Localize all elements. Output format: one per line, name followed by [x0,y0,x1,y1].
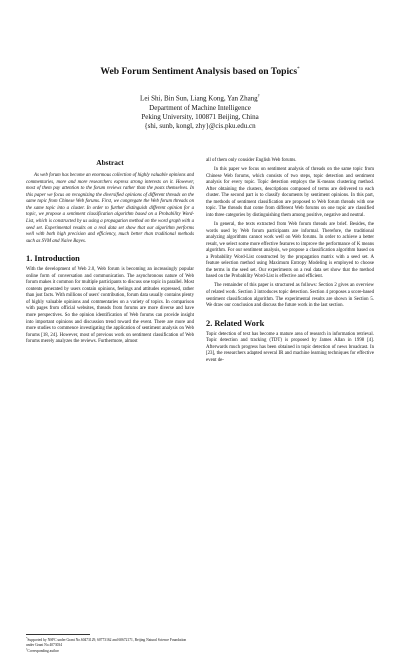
abstract-heading: Abstract [96,158,124,168]
author-university: Peking University, 100871 Beijing, China [141,112,259,121]
author-block [26,91,374,131]
footnote-1-text: Supported by NSFC under Grant No.60473129, 60773162 and 60672171, Beijing Natural Science Foundation under Grant No.4073034 [26,638,187,647]
footnote-2-mark: † [26,647,28,651]
author-department: Department of Machine Intelligence [149,103,251,112]
intro-paragraph-4: In general, the texts extracted from Web forum threads are brief. Besides, the words used by Web forum participants are informal. Therefore, the traditional analyzing algorithms cannot work well on Web forums. In order to achieve a better result, we select some more effective features to improve the performance of K means algorithm. For our sentiment analysis, we propose a classification algorithm based on a Probability Word-List constructed by the propagation matrix with a seed set. A feature selection method using Maximum Entropy Modeling is employed to choose the terms in the seed set. Our experiments on a real data set show that the method based on the Probability Word-List is effective and efficient. [206,222,374,280]
footnote-2-text: Corresponding author [27,648,59,653]
paper-title [26,66,374,77]
right-column [206,158,374,568]
related-paragraph-1: Topic detection of text has become a mature area of research in information retrieval. Topic detection and tracking (TDT) is proposed by James Allan in 1998 [4]. Afterwards much progress has been obtained in topic detection of news broadcast. In [23], the researchers adapted several IR and machine learning techniques for effective event de- [206,331,374,363]
intro-paragraph-2: all of them only consider English Web forums. [206,158,297,164]
intro-paragraph-1: With the development of Web 2.0, Web forum is becoming an increasingly popular online form of conversation and communication. The asynchronous nature of Web forum makes it common for multiple participants to discuss one topic in parallel. Most contents generated by users contain opinions, feelings and attitudes expressed, rather than just facts. With millions of users' contribution, forum data usually contains plenty of highly valuable opinions and commentaries on a variety of topics. In comparison with pages from official websites, threads from forums are more diverse and have more perspectives. So the opinion identification of Web forums can provide insight into important opinions and discussion trend toward the event. There are more and more studies to commence investigating the application of sentiment analysis on Web forums [18, 24]. However, most of previous work on sentiment classification of Web forums merely analyzes the reviews. Furthermore, almost [26,267,194,345]
author-footnote-mark: † [257,93,260,98]
footnote-rule [26,634,90,635]
footnote-2 [26,648,194,653]
section-heading-related-work: 2. Related Work [206,318,265,328]
title-footnote-mark: * [297,66,300,72]
section-heading-introduction: 1. Introduction [26,254,80,264]
abstract-text: As web forum has become an enormous collection of highly valuable opinions and commentaries, more and more researchers express strong interests on it. However, most of them pay attention to the forum reviews rather than the posts themselves. In this paper we focus on recognizing the diversified opinions of different threads on the same topic from Chinese Web forums. First, we congregate the Web forum threads on the same topic into a cluster. In order to further distinguish different opinion for a topic, we propose a sentiment classification algorithm based on a Probability Word-List, which is constructed by us using a propagation method on the word graph with a seed set. Experimental results on a real data set show that our algorithm performs well with both high precision and efficiency, much better than traditional methods such as SVM and Naive Bayes. [26,173,194,244]
author-emails: {shi, sunb, kongl, zhy}@cis.pku.edu.cn [144,121,256,130]
footnote-1 [26,637,194,647]
author-names [26,91,374,104]
two-column-body [26,158,374,653]
authors-text: Lei Shi, Bin Sun, Liang Kong, Yan Zhang [140,94,258,103]
intro-paragraph-5: The remainder of this paper is structured as follows: Section 2 gives an overview of related work. Section 3 introduces topic detection. Section 4 proposes a score-based sentiment classification algorithm. The experimental results are shown in Section 5. We draw our conclusion and discuss the future work in the last section. [206,283,374,309]
left-column [26,158,194,653]
intro-paragraph-3: In this paper we focus on sentiment analysis of threads on the same topic from Chinese Web forums, which consists of two steps, topic detection and sentiment analysis for every topic. Topic detection employs the K-means clustering method. After obtaining the clusters, descriptions composed of terms are delivered to each cluster. The second part is to classify documents by sentiment opinions. In this part, the methods of sentiment classification are proposed to Web forum threads with one topic. The threads that come from different Web forums on one topic are classified into three categories by distinguishing them among positive, negative and neutral. [206,167,374,219]
title-text: Web Forum Sentiment Analysis based on Topics [100,66,298,77]
footnotes [26,634,194,653]
footnote-1-mark: * [26,637,28,641]
